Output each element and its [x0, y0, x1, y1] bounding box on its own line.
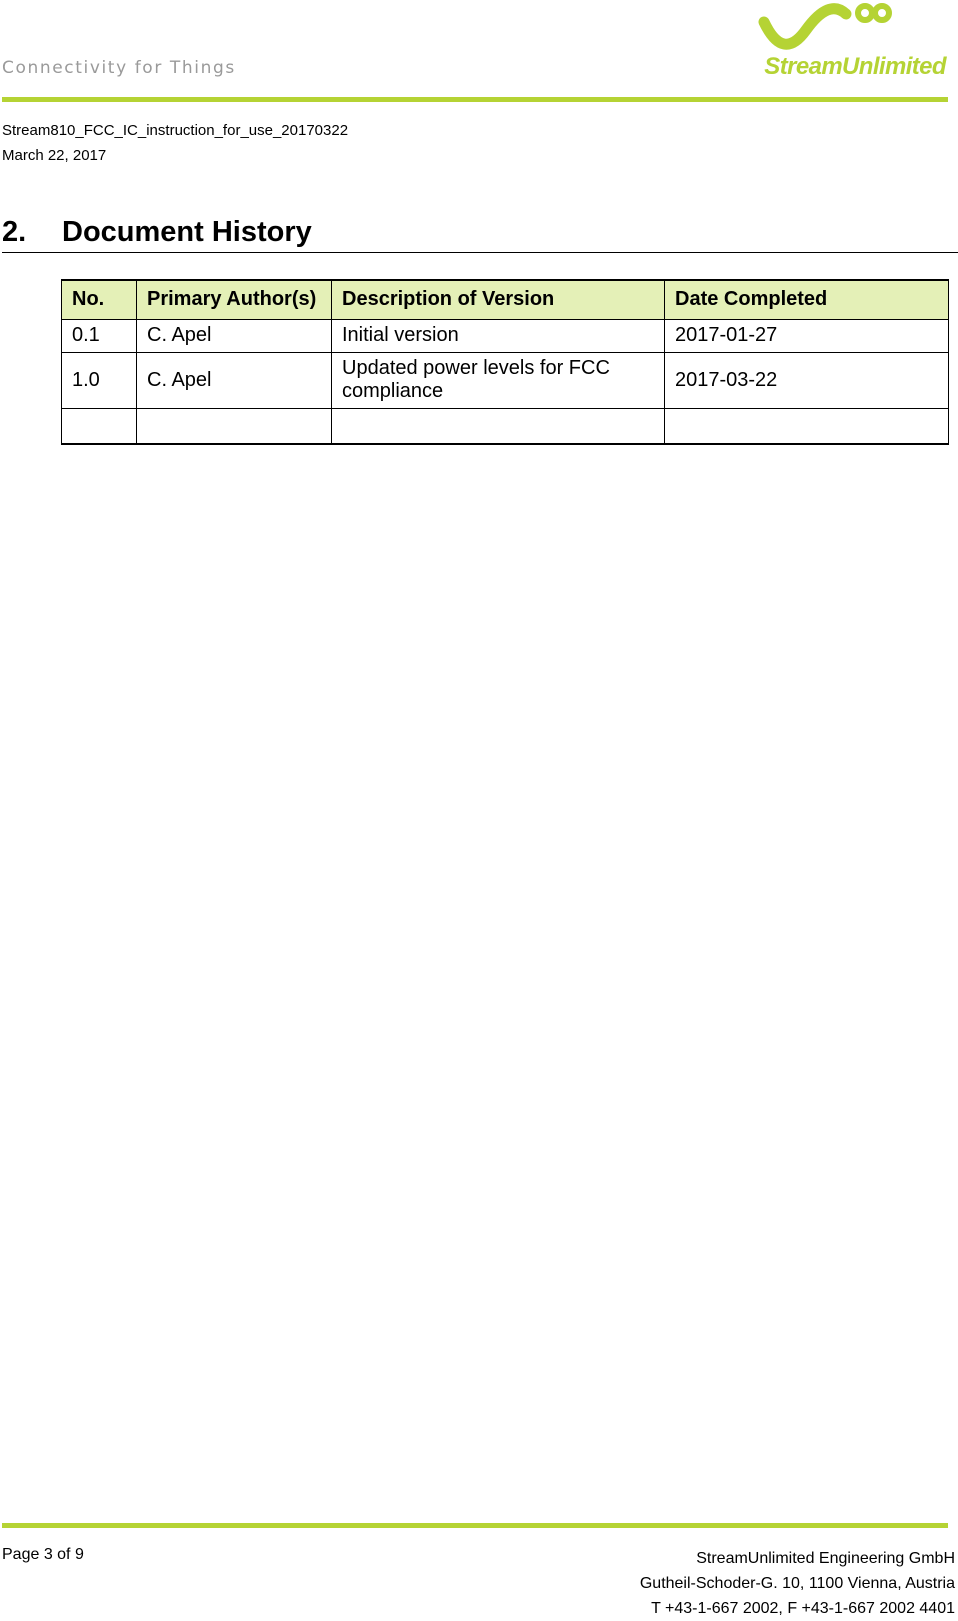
- header-divider: [2, 97, 948, 102]
- table-row: [62, 352, 949, 408]
- column-header: No.: [62, 280, 137, 319]
- document-history-table: [61, 279, 949, 445]
- tagline: Connectivity for Things: [2, 58, 236, 78]
- document-date: March 22, 2017: [2, 147, 107, 164]
- table-row: [62, 319, 949, 352]
- section-number: 2.: [2, 216, 27, 248]
- table-cell: [332, 408, 665, 444]
- table-cell: C. Apel: [137, 352, 332, 408]
- table-cell: Initial version: [332, 319, 665, 352]
- table-cell: 1.0: [62, 352, 137, 408]
- company-name: StreamUnlimited Engineering GmbH: [696, 1550, 955, 1567]
- table-cell: 2017-03-22: [665, 352, 949, 408]
- company-address: Gutheil-Schoder-G. 10, 1100 Vienna, Austria: [639, 1575, 955, 1592]
- section-heading: [2, 214, 958, 253]
- table-cell: [665, 408, 949, 444]
- company-logo: [728, 0, 948, 84]
- table-row: [62, 408, 949, 444]
- table-cell: [62, 408, 137, 444]
- stream-wave-logo-icon: [728, 0, 948, 60]
- column-header: Description of Version: [332, 280, 665, 319]
- column-header: Primary Author(s): [137, 280, 332, 319]
- document-filename: Stream810_FCC_IC_instruction_for_use_20170322: [2, 122, 349, 139]
- footer-divider: [2, 1523, 948, 1528]
- table-cell: [137, 408, 332, 444]
- company-contact: T +43-1-667 2002, F +43-1-667 2002 4401: [651, 1600, 955, 1617]
- company-address-block: [455, 1546, 955, 1621]
- table-header-row: [62, 280, 949, 319]
- table-cell: 2017-01-27: [665, 319, 949, 352]
- table-cell: 0.1: [62, 319, 137, 352]
- table-cell: C. Apel: [137, 319, 332, 352]
- page-number: Page 3 of 9: [2, 1546, 84, 1563]
- logo-wordmark: StreamUnlimited: [764, 53, 946, 80]
- table-cell: Updated power levels for FCC compliance: [332, 352, 665, 408]
- column-header: Date Completed: [665, 280, 949, 319]
- document-meta: [2, 118, 348, 168]
- section-title: Document History: [62, 216, 312, 248]
